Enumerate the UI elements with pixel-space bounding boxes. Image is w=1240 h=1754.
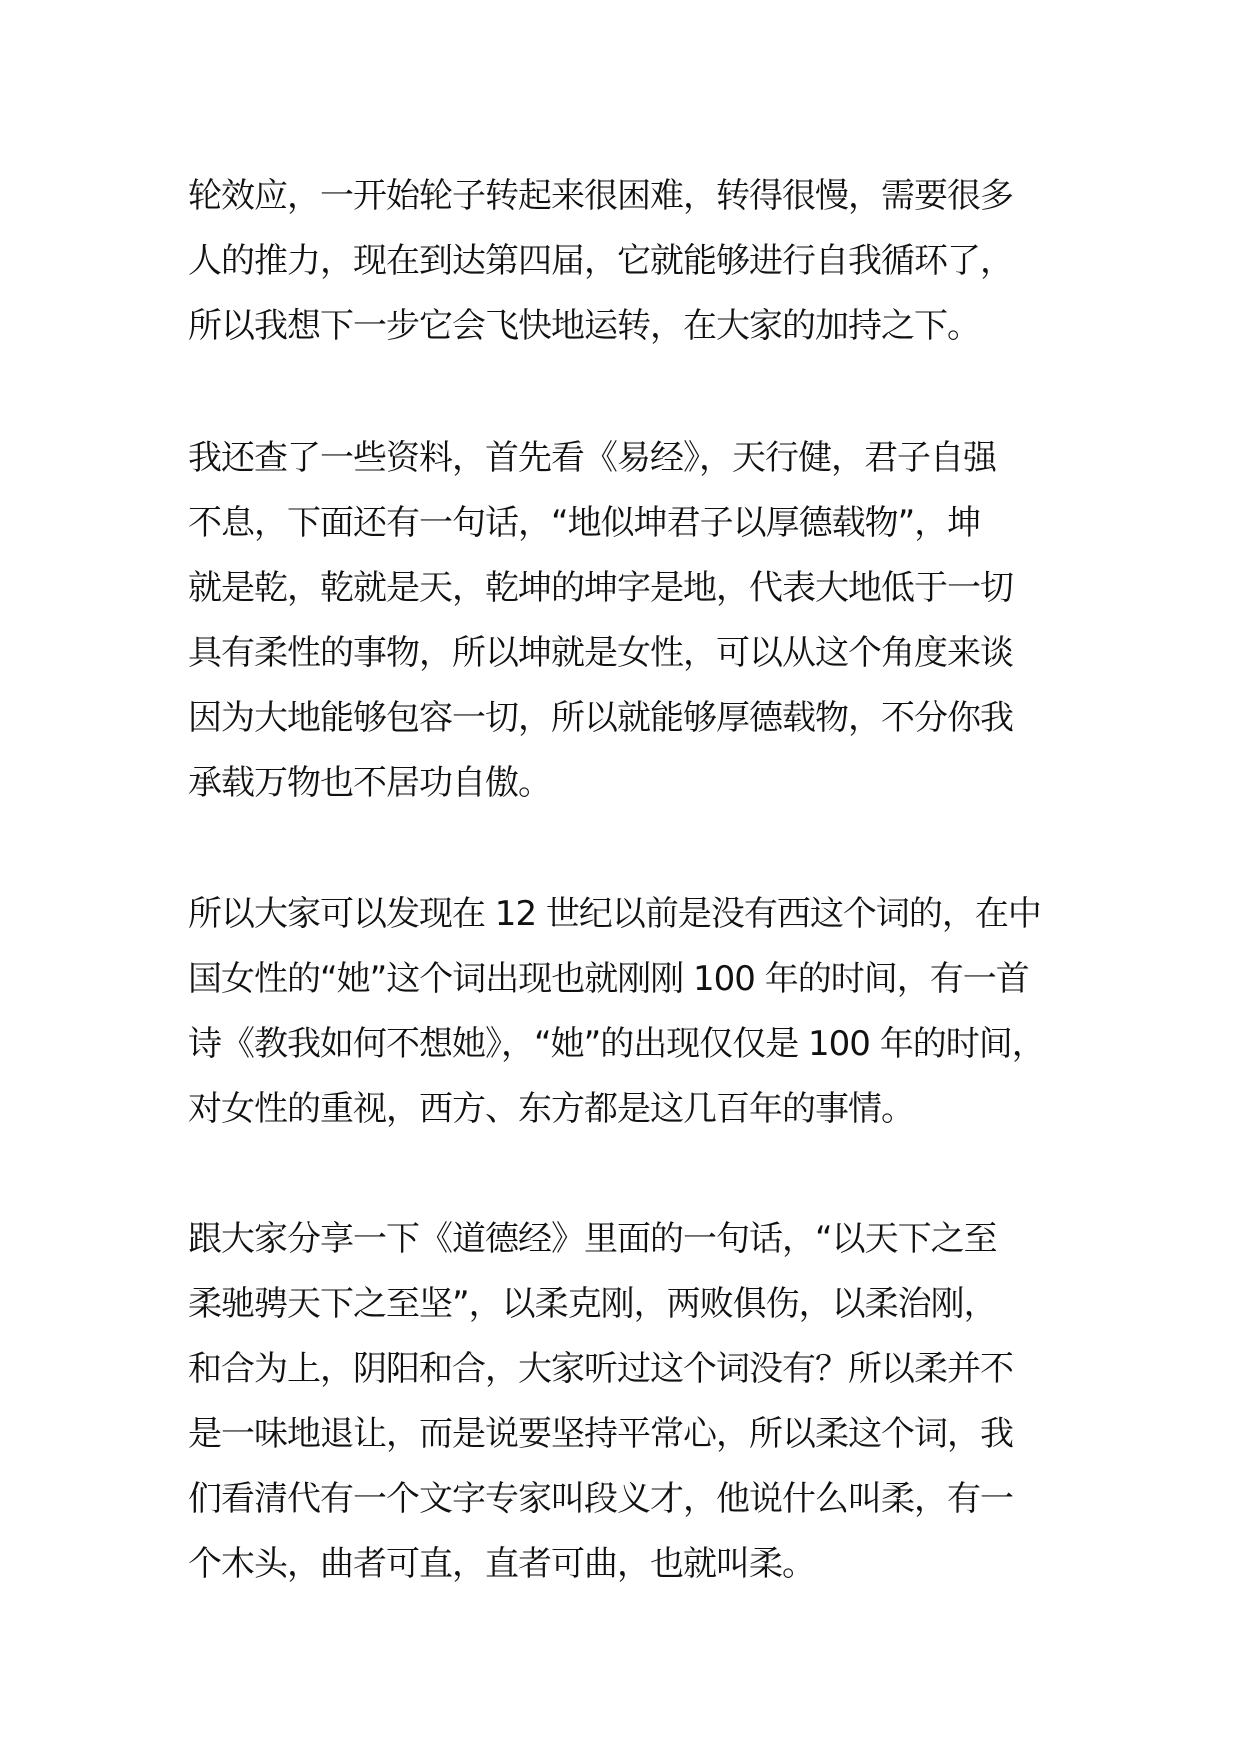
text-line: 和合为上，阴阳和合，大家听过这个词没有？所以柔并不	[188, 1349, 1013, 1389]
text-line: 所以大家可以发现在 12 世纪以前是没有西这个词的，在中	[188, 894, 1041, 934]
text-line: 柔驰骋天下之至坚”，以柔克刚，两败俱伤，以柔治刚，	[188, 1284, 997, 1324]
paragraph-1	[188, 164, 1088, 359]
text-line: 国女性的“她”这个词出现也就刚刚 100 年的时间，有一首	[188, 959, 1029, 999]
paragraph-2	[188, 426, 1088, 816]
text-line: 个木头，曲者可直，直者可曲，也就叫柔。	[188, 1544, 815, 1584]
text-line: 诗《教我如何不想她》，“她”的出现仅仅是 100 年的时间，	[188, 1024, 1045, 1064]
text-line: 跟大家分享一下《道德经》里面的一句话，“以天下之至	[188, 1219, 997, 1259]
text-line: 人的推力，现在到达第四届，它就能够进行自我循环了，	[188, 241, 1013, 281]
text-line: 对女性的重视，西方、东方都是这几百年的事情。	[188, 1089, 914, 1129]
text-line: 具有柔性的事物，所以坤就是女性，可以从这个角度来谈	[188, 633, 1013, 673]
text-line: 因为大地能够包容一切，所以就能够厚德载物，不分你我	[188, 698, 1013, 738]
text-line: 就是乾，乾就是天，乾坤的坤字是地，代表大地低于一切	[188, 568, 1013, 608]
text-line: 我还查了一些资料，首先看《易经》，天行健，君子自强	[188, 438, 996, 478]
text-line: 轮效应，一开始轮子转起来很困难，转得很慢，需要很多	[188, 176, 1013, 216]
paragraph-4	[188, 1207, 1088, 1597]
text-line: 是一味地退让，而是说要坚持平常心，所以柔这个词，我	[188, 1414, 1013, 1454]
text-line: 承载万物也不居功自傲。	[188, 763, 551, 803]
text-line: 们看清代有一个文字专家叫段义才，他说什么叫柔，有一	[188, 1479, 1013, 1519]
paragraph-3	[188, 882, 1088, 1142]
text-line: 所以我想下一步它会飞快地运转，在大家的加持之下。	[188, 306, 980, 346]
text-line: 不息，下面还有一句话，“地似坤君子以厚德载物”，坤	[188, 503, 981, 543]
